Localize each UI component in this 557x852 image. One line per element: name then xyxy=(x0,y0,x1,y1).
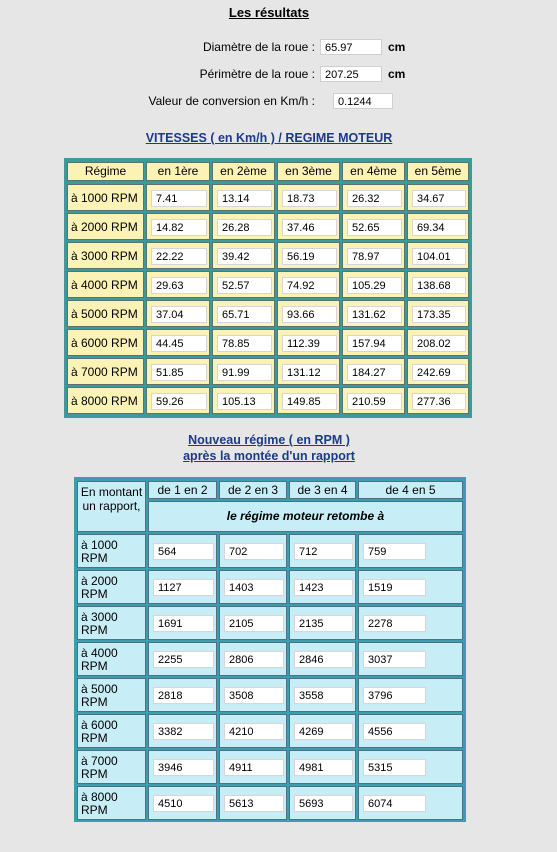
speeds-cell xyxy=(146,271,210,298)
speeds-col-header: en 1ère xyxy=(146,162,210,181)
regime-value-field[interactable]: 1691 xyxy=(153,615,214,632)
speeds-row-label: à 6000 RPM xyxy=(67,329,144,356)
speeds-cell xyxy=(212,184,275,211)
regime-table xyxy=(74,477,466,822)
speeds-cell xyxy=(407,271,469,298)
regime-value-field[interactable]: 3382 xyxy=(153,723,214,740)
regime-value-field[interactable]: 4556 xyxy=(363,723,426,740)
regime-cell xyxy=(289,678,356,712)
speeds-cell xyxy=(212,213,275,240)
regime-cell xyxy=(219,642,287,676)
speed-value-field[interactable]: 149.85 xyxy=(282,393,337,410)
speed-value-field[interactable]: 157.94 xyxy=(347,335,402,352)
speeds-cell xyxy=(146,213,210,240)
speeds-cell xyxy=(407,387,469,414)
speeds-cell xyxy=(277,329,340,356)
regime-cell xyxy=(148,642,217,676)
regime-row-label: à 7000 RPM xyxy=(77,750,146,784)
regime-value-field[interactable]: 3508 xyxy=(224,687,284,704)
regime-row-label: à 2000 RPM xyxy=(77,570,146,604)
regime-cell xyxy=(358,678,463,712)
speed-value-field[interactable]: 138.68 xyxy=(412,277,466,294)
speed-value-field[interactable]: 52.57 xyxy=(217,277,272,294)
speed-value-field[interactable]: 112.39 xyxy=(282,335,337,352)
speed-value-field[interactable]: 91.99 xyxy=(217,364,272,381)
regime-cell xyxy=(148,786,217,820)
regime-value-field[interactable]: 4911 xyxy=(224,759,284,776)
speed-value-field[interactable]: 105.13 xyxy=(217,393,272,410)
regime-cell xyxy=(219,534,287,568)
speeds-col-header: en 3ème xyxy=(277,162,340,181)
speeds-cell xyxy=(277,300,340,327)
regime-value-field[interactable]: 4269 xyxy=(294,723,353,740)
regime-cell xyxy=(358,642,463,676)
regime-value-field[interactable]: 4210 xyxy=(224,723,284,740)
speeds-row-label: à 7000 RPM xyxy=(67,358,144,385)
speeds-col-header: Régime xyxy=(67,162,144,181)
speeds-cell xyxy=(146,184,210,211)
regime-cell xyxy=(219,750,287,784)
speed-value-field[interactable]: 56.19 xyxy=(282,248,337,265)
regime-cell xyxy=(289,714,356,748)
regime-value-field[interactable]: 759 xyxy=(363,543,426,560)
speed-value-field[interactable]: 52.65 xyxy=(347,219,402,236)
regime-value-field[interactable]: 2806 xyxy=(224,651,284,668)
regime-value-field[interactable]: 2818 xyxy=(153,687,214,704)
speeds-cell xyxy=(342,242,405,269)
speed-value-field[interactable]: 277.36 xyxy=(412,393,466,410)
speeds-cell xyxy=(212,242,275,269)
speed-value-field[interactable]: 184.27 xyxy=(347,364,402,381)
regime-cell xyxy=(289,534,356,568)
regime-cell xyxy=(219,606,287,640)
regime-value-field[interactable]: 6074 xyxy=(363,795,426,812)
regime-value-field[interactable]: 1519 xyxy=(363,579,426,596)
regime-row-label: à 8000 RPM xyxy=(77,786,146,820)
regime-col-header: de 3 en 4 xyxy=(289,481,356,499)
speeds-cell xyxy=(277,242,340,269)
speed-value-field[interactable]: 173.35 xyxy=(412,306,466,323)
speeds-cell xyxy=(212,271,275,298)
speeds-cell xyxy=(342,184,405,211)
regime-cell xyxy=(148,606,217,640)
regime-cell xyxy=(358,570,463,604)
regime-cell xyxy=(289,750,356,784)
speeds-cell xyxy=(407,213,469,240)
speeds-cell xyxy=(342,387,405,414)
regime-value-field[interactable]: 3037 xyxy=(363,651,426,668)
speed-value-field[interactable]: 7.41 xyxy=(151,190,207,207)
speed-value-field[interactable]: 26.28 xyxy=(217,219,272,236)
speeds-row-label: à 3000 RPM xyxy=(67,242,144,269)
regime-title-line1: Nouveau régime ( en RPM ) xyxy=(188,433,350,447)
regime-value-field[interactable]: 3796 xyxy=(363,687,426,704)
conversion-field[interactable]: 0.1244 xyxy=(333,93,393,109)
speeds-row-label: à 2000 RPM xyxy=(67,213,144,240)
regime-value-field[interactable]: 712 xyxy=(294,543,353,560)
regime-cell xyxy=(358,750,463,784)
speed-value-field[interactable]: 37.46 xyxy=(282,219,337,236)
regime-row-label: à 3000 RPM xyxy=(77,606,146,640)
regime-col-header: de 2 en 3 xyxy=(219,481,287,499)
speeds-row-label: à 8000 RPM xyxy=(67,387,144,414)
speeds-col-header: en 5ème xyxy=(407,162,469,181)
speed-value-field[interactable]: 210.59 xyxy=(347,393,402,410)
regime-value-field[interactable]: 2135 xyxy=(294,615,353,632)
speed-value-field[interactable]: 29.63 xyxy=(151,277,207,294)
regime-row-label: à 6000 RPM xyxy=(77,714,146,748)
speed-value-field[interactable]: 208.02 xyxy=(412,335,466,352)
speeds-cell xyxy=(277,271,340,298)
regime-value-field[interactable]: 4981 xyxy=(294,759,353,776)
regime-value-field[interactable]: 2846 xyxy=(294,651,353,668)
regime-value-field[interactable]: 564 xyxy=(153,543,214,560)
regime-cell xyxy=(148,678,217,712)
speeds-cell xyxy=(212,387,275,414)
diameter-field[interactable]: 65.97 xyxy=(320,39,382,55)
regime-row-label: à 5000 RPM xyxy=(77,678,146,712)
regime-cell xyxy=(219,714,287,748)
speeds-table xyxy=(64,158,472,418)
speeds-cell xyxy=(342,300,405,327)
corner-label: En montant un rapport, xyxy=(77,481,146,532)
speeds-cell xyxy=(146,242,210,269)
speed-value-field[interactable]: 13.14 xyxy=(217,190,272,207)
speeds-cell xyxy=(212,300,275,327)
speed-value-field[interactable]: 39.42 xyxy=(217,248,272,265)
speeds-cell xyxy=(342,358,405,385)
regime-cell xyxy=(289,570,356,604)
speed-value-field[interactable]: 18.73 xyxy=(282,190,337,207)
regime-value-field[interactable]: 4510 xyxy=(153,795,214,812)
regime-value-field[interactable]: 3946 xyxy=(153,759,214,776)
regime-value-field[interactable]: 1127 xyxy=(153,579,214,596)
speeds-cell xyxy=(277,387,340,414)
speed-value-field[interactable]: 65.71 xyxy=(217,306,272,323)
regime-cell xyxy=(148,570,217,604)
regime-cell xyxy=(358,534,463,568)
regime-value-field[interactable]: 5315 xyxy=(363,759,426,776)
regime-row-label: à 1000 RPM xyxy=(77,534,146,568)
regime-col-header: de 1 en 2 xyxy=(148,481,217,499)
param-label-conversion: Valeur de conversion en Km/h : xyxy=(148,94,315,108)
page-title: Les résultats xyxy=(228,5,310,20)
regime-value-field[interactable]: 2105 xyxy=(224,615,284,632)
param-label-diameter: Diamètre de la roue : xyxy=(202,40,315,54)
diameter-unit: cm xyxy=(388,40,406,54)
perimeter-unit: cm xyxy=(388,67,406,81)
speeds-cell xyxy=(212,329,275,356)
speed-value-field[interactable]: 51.85 xyxy=(151,364,207,381)
regime-cell xyxy=(358,606,463,640)
speed-value-field[interactable]: 34.67 xyxy=(412,190,466,207)
regime-cell xyxy=(148,534,217,568)
speeds-cell xyxy=(342,329,405,356)
regime-title-line2: après la montée d'un rapport xyxy=(183,449,355,463)
speeds-cell xyxy=(146,358,210,385)
speed-value-field[interactable]: 69.34 xyxy=(412,219,466,236)
speeds-col-header: en 4ème xyxy=(342,162,405,181)
regime-cell xyxy=(289,642,356,676)
regime-value-field[interactable]: 5693 xyxy=(294,795,353,812)
regime-value-field[interactable]: 3558 xyxy=(294,687,353,704)
regime-cell xyxy=(148,750,217,784)
speed-value-field[interactable]: 78.97 xyxy=(347,248,402,265)
speed-value-field[interactable]: 131.12 xyxy=(282,364,337,381)
speed-value-field[interactable]: 22.22 xyxy=(151,248,207,265)
speeds-cell xyxy=(277,184,340,211)
speeds-title: VITESSES ( en Km/h ) / REGIME MOTEUR xyxy=(145,131,393,145)
speeds-row-label: à 5000 RPM xyxy=(67,300,144,327)
speed-value-field[interactable]: 242.69 xyxy=(412,364,466,381)
speeds-cell xyxy=(342,213,405,240)
regime-value-field[interactable]: 2278 xyxy=(363,615,426,632)
regime-cell xyxy=(358,786,463,820)
speed-value-field[interactable]: 131.62 xyxy=(347,306,402,323)
regime-value-field[interactable]: 2255 xyxy=(153,651,214,668)
speeds-row-label: à 1000 RPM xyxy=(67,184,144,211)
regime-value-field[interactable]: 702 xyxy=(224,543,284,560)
regime-cell xyxy=(289,786,356,820)
regime-cell xyxy=(289,606,356,640)
regime-value-field[interactable]: 1423 xyxy=(294,579,353,596)
regime-value-field[interactable]: 1403 xyxy=(224,579,284,596)
speed-value-field[interactable]: 74.92 xyxy=(282,277,337,294)
regime-col-header: de 4 en 5 xyxy=(358,481,463,499)
speeds-cell xyxy=(146,300,210,327)
speed-value-field[interactable]: 44.45 xyxy=(151,335,207,352)
speeds-cell xyxy=(407,358,469,385)
speeds-cell xyxy=(277,358,340,385)
speeds-cell xyxy=(407,184,469,211)
speed-value-field[interactable]: 104.01 xyxy=(412,248,466,265)
speeds-cell xyxy=(277,213,340,240)
speed-value-field[interactable]: 105.29 xyxy=(347,277,402,294)
regime-cell xyxy=(358,714,463,748)
regime-cell xyxy=(148,714,217,748)
speeds-cell xyxy=(146,387,210,414)
speeds-cell xyxy=(407,242,469,269)
perimeter-field[interactable]: 207.25 xyxy=(320,66,382,82)
speed-value-field[interactable]: 78.85 xyxy=(217,335,272,352)
speed-value-field[interactable]: 37.04 xyxy=(151,306,207,323)
speeds-cell xyxy=(342,271,405,298)
speed-value-field[interactable]: 14.82 xyxy=(151,219,207,236)
speeds-row-label: à 4000 RPM xyxy=(67,271,144,298)
speed-value-field[interactable]: 26.32 xyxy=(347,190,402,207)
regime-row-label: à 4000 RPM xyxy=(77,642,146,676)
regime-value-field[interactable]: 5613 xyxy=(224,795,284,812)
speeds-cell xyxy=(146,329,210,356)
speeds-col-header: en 2ème xyxy=(212,162,275,181)
regime-cell xyxy=(219,678,287,712)
speed-value-field[interactable]: 93.66 xyxy=(282,306,337,323)
param-label-perimeter: Périmètre de la roue : xyxy=(199,67,315,81)
regime-subheader: le régime moteur retombe à xyxy=(148,501,463,532)
speeds-cell xyxy=(407,329,469,356)
speeds-cell xyxy=(407,300,469,327)
regime-cell xyxy=(219,570,287,604)
regime-cell xyxy=(219,786,287,820)
speed-value-field[interactable]: 59.26 xyxy=(151,393,207,410)
speeds-cell xyxy=(212,358,275,385)
